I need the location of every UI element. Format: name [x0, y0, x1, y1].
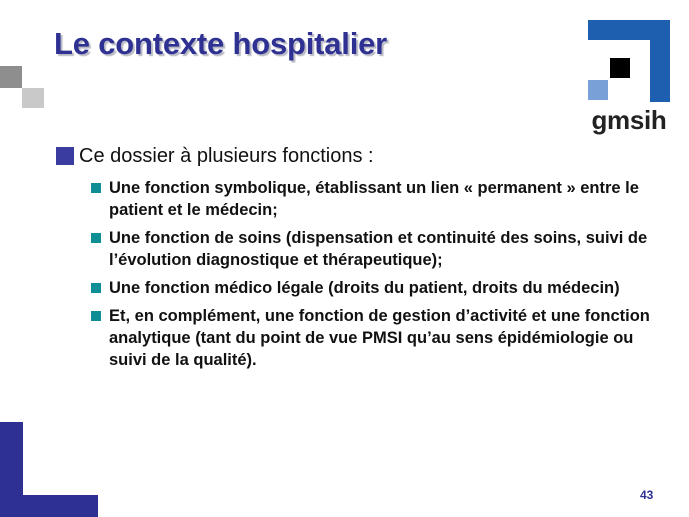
sub-bullet-square-icon [91, 283, 101, 293]
gmsih-logo-text: gmsih [591, 105, 667, 135]
sub-bullet-text: Une fonction symbolique, établissant un lien « permanent » entre le patient et le médecin; [109, 179, 639, 219]
main-bullet [56, 145, 374, 168]
bullet-square-icon [56, 147, 74, 165]
sub-bullet-list [91, 177, 666, 377]
sub-bullet-item [91, 227, 666, 271]
gmsih-logo-mark [586, 18, 672, 104]
sub-bullet-item [91, 177, 666, 221]
sub-bullet-square-icon [91, 183, 101, 193]
sub-bullet-text: Une fonction de soins (dispensation et continuité des soins, suivi de l’évolution diagnostique et thérapeutique); [109, 229, 648, 269]
slide-title: Le contexte hospitalier [54, 26, 388, 61]
corner-accent-horizontal [0, 495, 98, 517]
sub-bullet-text: Et, en complément, une fonction de gestion d’activité et une fonction analytique (tant du point de vue PMSI qu’au sens épidémiologie ou suivi de la qualité). [109, 307, 650, 369]
sub-bullet-item [91, 277, 666, 299]
decorative-grey-square-dark [0, 66, 22, 88]
sub-bullet-square-icon [91, 311, 101, 321]
sub-bullet-text: Une fonction médico légale (droits du patient, droits du médecin) [109, 279, 620, 297]
sub-bullet-square-icon [91, 233, 101, 243]
page-number: 43 [640, 488, 654, 502]
sub-bullet-item [91, 305, 666, 371]
gmsih-logo [586, 18, 672, 142]
main-bullet-text: Ce dossier à plusieurs fonctions : [79, 145, 374, 167]
decorative-grey-square-light [22, 88, 44, 108]
